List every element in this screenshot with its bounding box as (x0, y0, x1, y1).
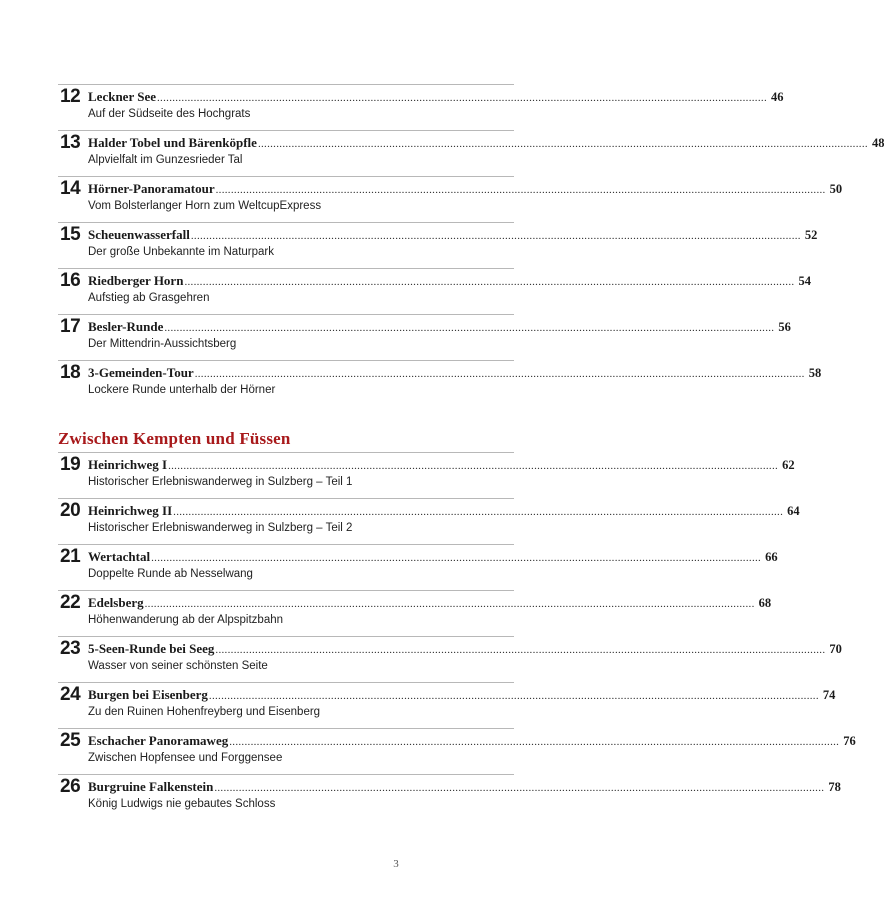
entry-page-number[interactable]: 66 (765, 550, 778, 564)
entry-title-line (88, 227, 818, 245)
entry-title-line (88, 365, 822, 383)
toc-entry[interactable] (58, 774, 841, 820)
dot-leader: ........................................................................................................................................................................................................ (151, 552, 762, 564)
entry-number: 17 (60, 316, 81, 337)
entry-subtitle: Historischer Erlebniswanderweg in Sulzberg – Teil 1 (88, 476, 353, 488)
entry-title-line (88, 273, 811, 291)
entry-subtitle: Vom Bolsterlanger Horn zum WeltcupExpress (88, 200, 322, 212)
toc-entry[interactable] (58, 222, 818, 268)
entry-number: 14 (60, 178, 81, 199)
entry-subtitle: Zwischen Hopfensee und Forggensee (88, 752, 283, 764)
entry-title[interactable]: Scheuenwasserfall (88, 227, 190, 242)
dot-leader: ........................................................................................................................................................................................................ (229, 736, 840, 748)
entry-page-number[interactable]: 62 (782, 458, 795, 472)
entry-title[interactable]: Heinrichweg I (88, 457, 168, 472)
toc-entry[interactable] (58, 498, 800, 544)
entry-title[interactable]: Riedberger Horn (88, 273, 184, 288)
entry-subtitle: Lockere Runde unterhalb der Hörner (88, 384, 276, 396)
entry-divider (58, 84, 514, 85)
entry-divider (58, 590, 514, 591)
entry-page-number[interactable]: 76 (843, 734, 856, 748)
page-number: 3 (393, 858, 399, 870)
entry-divider (58, 268, 514, 269)
entry-title-line (88, 779, 841, 797)
entry-divider (58, 176, 514, 177)
entry-divider (58, 498, 514, 499)
entry-title[interactable]: Hörner-Panoramatour (88, 181, 215, 196)
entry-page-number[interactable]: 50 (829, 182, 843, 196)
entry-number: 15 (60, 224, 81, 245)
entry-divider (58, 636, 514, 637)
entry-title[interactable]: 3-Gemeinden-Tour (88, 365, 194, 380)
dot-leader: ........................................................................................................................................................................................................ (168, 460, 779, 472)
dot-leader: ........................................................................................................................................................................................................ (215, 644, 826, 656)
entry-number: 23 (60, 638, 81, 659)
entry-subtitle: Zu den Ruinen Hohenfreyberg und Eisenberg (88, 706, 321, 718)
dot-leader: ........................................................................................................................................................................................................ (208, 690, 819, 702)
toc-entry[interactable] (58, 452, 795, 498)
toc-entry[interactable] (58, 176, 843, 222)
entry-number: 19 (60, 454, 81, 475)
entry-page-number[interactable]: 56 (778, 320, 791, 334)
entry-divider (58, 130, 514, 131)
entry-subtitle: Aufstieg ab Grasgehren (88, 292, 210, 304)
entry-subtitle: König Ludwigs nie gebautes Schloss (88, 798, 276, 810)
entry-title[interactable]: Besler-Runde (88, 319, 164, 334)
entry-title[interactable]: 5-Seen-Runde bei Seeg (88, 641, 215, 656)
dot-leader: ........................................................................................................................................................................................................ (164, 322, 775, 334)
toc-section-a (58, 84, 884, 406)
entry-title-line (88, 595, 772, 613)
entry-number: 22 (60, 592, 81, 613)
dot-leader: ........................................................................................................................................................................................................ (194, 368, 805, 380)
toc-entry[interactable] (58, 84, 784, 130)
entry-divider (58, 452, 514, 453)
dot-leader: ........................................................................................................................................................................................................ (215, 184, 826, 196)
entry-divider (58, 774, 514, 775)
entry-page-number[interactable]: 78 (828, 780, 841, 794)
entry-title[interactable]: Burgruine Falkenstein (88, 779, 214, 794)
toc-entry[interactable] (58, 544, 778, 590)
entry-title-line (88, 687, 836, 705)
entry-page-number[interactable]: 54 (798, 274, 811, 288)
section-heading: Zwischen Kempten und Füssen (58, 429, 291, 448)
entry-title-line (88, 319, 791, 337)
entry-title[interactable]: Edelsberg (88, 595, 144, 610)
entry-subtitle: Der Mittendrin-Aussichtsberg (88, 338, 237, 350)
entry-title[interactable]: Wertachtal (88, 549, 151, 564)
entry-number: 21 (60, 546, 81, 567)
dot-leader: ........................................................................................................................................................................................................ (190, 230, 801, 242)
entry-subtitle: Wasser von seiner schönsten Seite (88, 660, 268, 672)
dot-leader: ........................................................................................................................................................................................................ (144, 598, 755, 610)
entry-subtitle: Höhenwanderung ab der Alpspitzbahn (88, 614, 284, 626)
entry-title[interactable]: Leckner See (88, 89, 156, 104)
entry-title-line (88, 135, 884, 153)
entry-number: 25 (60, 730, 81, 751)
toc-entry[interactable] (58, 590, 772, 636)
entry-page-number[interactable]: 68 (758, 596, 772, 610)
entry-number: 24 (60, 684, 81, 705)
entry-page-number[interactable]: 58 (808, 366, 822, 380)
entry-title[interactable]: Halder Tobel und Bärenköpfle (88, 135, 257, 150)
entry-subtitle: Historischer Erlebniswanderweg in Sulzberg – Teil 2 (88, 522, 353, 534)
entry-page-number[interactable]: 70 (829, 642, 842, 656)
dot-leader: ........................................................................................................................................................................................................ (214, 782, 825, 794)
entry-title-line (88, 457, 795, 475)
entry-title[interactable]: Eschacher Panoramaweg (88, 733, 229, 748)
toc-section-b (58, 452, 856, 820)
entry-title-line (88, 733, 856, 751)
entry-subtitle: Auf der Südseite des Hochgrats (88, 108, 251, 120)
entry-divider (58, 360, 514, 361)
entry-number: 16 (60, 270, 81, 291)
entry-number: 13 (60, 132, 81, 153)
entry-divider (58, 222, 514, 223)
entry-title-line (88, 181, 843, 199)
entry-title-line (88, 503, 800, 521)
entry-title-line (88, 549, 778, 567)
entry-page-number[interactable]: 48 (871, 136, 884, 150)
toc-entry[interactable] (58, 728, 856, 774)
dot-leader: ........................................................................................................................................................................................................ (173, 506, 784, 518)
entry-page-number[interactable]: 52 (804, 228, 818, 242)
entry-page-number[interactable]: 74 (822, 688, 836, 702)
entry-subtitle: Doppelte Runde ab Nesselwang (88, 568, 253, 580)
entry-divider (58, 682, 514, 683)
entry-number: 12 (60, 86, 81, 107)
entry-page-number[interactable]: 64 (787, 504, 800, 518)
entry-divider (58, 314, 514, 315)
dot-leader: ........................................................................................................................................................................................................ (157, 92, 767, 104)
toc-entry[interactable] (58, 268, 811, 314)
entry-title[interactable]: Heinrichweg II (88, 503, 173, 518)
entry-divider (58, 728, 514, 729)
entry-number: 20 (60, 500, 81, 521)
entry-subtitle: Alpvielfalt im Gunzesrieder Tal (88, 154, 243, 166)
dot-leader: ........................................................................................................................................................................................................ (257, 138, 868, 150)
toc-entry[interactable] (58, 682, 836, 728)
toc-entry[interactable] (58, 130, 884, 176)
entry-number: 18 (60, 362, 81, 383)
dot-leader: ........................................................................................................................................................................................................ (184, 276, 795, 288)
toc-entry[interactable] (58, 360, 822, 406)
entry-divider (58, 544, 514, 545)
entry-title[interactable]: Burgen bei Eisenberg (88, 687, 208, 702)
entry-subtitle: Der große Unbekannte im Naturpark (88, 246, 274, 258)
entry-page-number[interactable]: 46 (771, 90, 784, 104)
entry-title-line (88, 641, 842, 659)
entry-title-line (88, 89, 784, 107)
toc-entry[interactable] (58, 314, 791, 360)
toc-entry[interactable] (58, 636, 842, 682)
entry-number: 26 (60, 776, 81, 797)
